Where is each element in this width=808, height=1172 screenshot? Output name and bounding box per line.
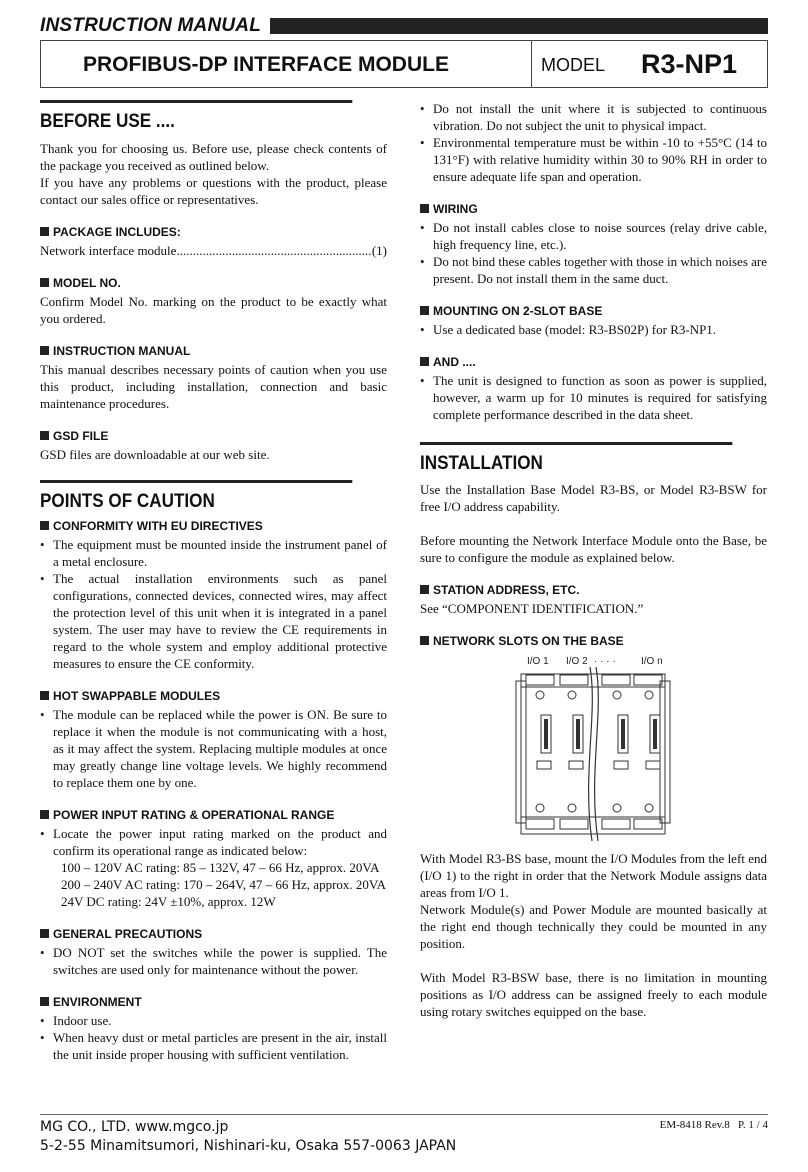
model-no-heading: MODEL NO. xyxy=(40,275,387,291)
square-bullet-icon xyxy=(420,585,429,594)
eu-bullet-2: • The actual installation environments such as panel configurations, connected devices, connected wires, may affect the protection level of this unit when it is integrated in a panel system. The user may have to review the CE requirements in regard to the whole system and employ additional protective measures to ensure the CE conformity. xyxy=(40,570,387,672)
diagram-label-ion: I/O n xyxy=(641,656,663,667)
intro-paragraph-2: If you have any problems or questions with the product, please contact our sales office or representatives. xyxy=(40,175,387,207)
square-bullet-icon xyxy=(40,346,49,355)
square-bullet-icon xyxy=(40,810,49,819)
square-bullet-icon xyxy=(40,929,49,938)
square-bullet-icon xyxy=(40,997,49,1006)
before-use-heading: BEFORE USE .... xyxy=(40,100,352,134)
square-bullet-icon xyxy=(420,204,429,213)
package-item-line xyxy=(40,242,387,259)
footer-rule xyxy=(40,1114,768,1115)
and-heading: AND .... xyxy=(420,354,767,370)
left-column xyxy=(40,100,387,1063)
square-bullet-icon xyxy=(40,278,49,287)
intro-paragraph-1: Thank you for choosing us. Before use, please check contents of the package you received as outlined below. xyxy=(40,141,387,173)
manual-label: INSTRUCTION MANUAL xyxy=(40,15,262,36)
base-diagram-svg xyxy=(420,653,767,848)
square-bullet-icon xyxy=(420,636,429,645)
footer-company-block xyxy=(40,1118,456,1156)
gsd-heading: GSD FILE xyxy=(40,428,387,444)
package-heading: PACKAGE INCLUDES: xyxy=(40,224,387,240)
diagram-label-io1: I/O 1 xyxy=(527,656,549,667)
instruction-manual-text: This manual describes necessary points of caution when you use this product, including installation, connection and basic maintenance procedures. xyxy=(40,362,387,411)
package-item: Network interface module xyxy=(40,243,177,258)
diagram-label-io2: I/O 2 xyxy=(566,656,588,667)
environment-bullet-3: • Do not install the unit where it is subjected to continuous vibration. Do not subject the unit to physical impact. xyxy=(420,100,767,134)
wiring-bullet-2: • Do not bind these cables together with those in which noises are present. Do not install them in the same duct. xyxy=(420,253,767,287)
model-label: MODEL xyxy=(541,55,606,75)
instruction-manual-heading: INSTRUCTION MANUAL xyxy=(40,343,387,359)
installation-heading: INSTALLATION xyxy=(420,442,732,476)
square-bullet-icon xyxy=(40,521,49,530)
diagram-label-dots: · · · · xyxy=(594,656,616,667)
environment-bullet-4: • Environmental temperature must be within -10 to +55°C (14 to 131°F) with relative humidity within 30 to 90% RH in order to ensure adequate life span and operation. xyxy=(420,134,767,185)
power-rating-3: 24V DC rating: 24V ±10%, approx. 12W xyxy=(61,894,276,909)
hot-swap-heading: HOT SWAPPABLE MODULES xyxy=(40,688,387,704)
dot-leader xyxy=(176,242,371,259)
mounting-heading: MOUNTING ON 2-SLOT BASE xyxy=(420,303,767,319)
hot-swap-bullet: • The module can be replaced while the power is ON. Be sure to replace it when the module is not communicating with a host, as it may affect the system. Replacing multiple modules at once may greatly change line voltage levels. We highly recommend to replace them one by one. xyxy=(40,706,387,791)
power-heading: POWER INPUT RATING & OPERATIONAL RANGE xyxy=(40,807,387,823)
square-bullet-icon xyxy=(420,357,429,366)
manual-banner xyxy=(40,15,768,37)
gsd-text: GSD files are downloadable at our web site. xyxy=(40,447,270,462)
document-title: PROFIBUS-DP INTERFACE MODULE xyxy=(83,53,449,76)
right-column xyxy=(420,100,767,1020)
mounting-bullet: • Use a dedicated base (model: R3-BS02P) for R3-NP1. xyxy=(420,321,767,338)
connector-pins xyxy=(544,719,657,749)
power-rating-1: 100 – 120V AC rating: 85 – 132V, 47 – 66 Hz, approx. 20VA xyxy=(61,860,380,875)
base-drawing xyxy=(516,667,670,841)
package-qty: (1) xyxy=(371,243,387,258)
caution-heading: POINTS OF CAUTION xyxy=(40,480,352,514)
installation-paragraph-3: With Model R3-BS base, mount the I/O Modules from the left end (I/O 1) to the right in order that the Network Module assigns data areas from I/O 1. xyxy=(420,851,767,900)
general-heading: GENERAL PRECAUTIONS xyxy=(40,926,387,942)
general-bullet: • DO NOT set the switches while the power is supplied. The switches are used only for maintenance without the power. xyxy=(40,944,387,978)
wiring-heading: WIRING xyxy=(420,201,767,217)
footer-docno: EM-8418 Rev.8 xyxy=(659,1119,730,1131)
eu-bullet-1: • The equipment must be mounted inside the instrument panel of a metal enclosure. xyxy=(40,536,387,570)
installation-paragraph-2: Before mounting the Network Interface Module onto the Base, be sure to configure the module as explained below. xyxy=(420,533,767,565)
footer-page: P. 1 / 4 xyxy=(738,1119,768,1131)
installation-paragraph-1: Use the Installation Base Model R3-BS, or Model R3-BSW for free I/O address capability. xyxy=(420,482,767,514)
installation-paragraph-5: With Model R3-BSW base, there is no limitation in mounting positions as I/O address can be assigned freely to each module using rotary switches equipped on the base. xyxy=(420,970,767,1019)
slots-heading: NETWORK SLOTS ON THE BASE xyxy=(420,633,767,649)
power-bullet: • Locate the power input rating marked on the product and confirm its operational range as indicated below: xyxy=(40,825,387,859)
environment-bullet-2: • When heavy dust or metal particles are present in the air, install the unit inside proper housing with sufficient ventilation. xyxy=(40,1029,387,1063)
power-rating-2: 200 – 240V AC rating: 170 – 264V, 47 – 66 Hz, approx. 20VA xyxy=(61,877,386,892)
square-bullet-icon xyxy=(40,691,49,700)
wiring-bullet-1: • Do not install cables close to noise sources (relay drive cable, high frequency line, etc.). xyxy=(420,219,767,253)
title-divider xyxy=(531,41,532,87)
eu-heading: CONFORMITY WITH EU DIRECTIVES xyxy=(40,518,387,534)
square-bullet-icon xyxy=(40,227,49,236)
banner-bar xyxy=(270,18,768,34)
installation-paragraph-4: Network Module(s) and Power Module are mounted basically at the right end though technically they could be mounted in any position. xyxy=(420,902,767,951)
station-heading: STATION ADDRESS, ETC. xyxy=(420,582,767,598)
square-bullet-icon xyxy=(420,306,429,315)
and-bullet: • The unit is designed to function as soon as power is supplied, however, a warm up for 10 minutes is required for satisfying complete performance described in the data sheet. xyxy=(420,372,767,423)
footer-company: MG CO., LTD. www.mgco.jp xyxy=(40,1119,229,1135)
model-number: R3-NP1 xyxy=(641,49,738,79)
base-diagram xyxy=(420,653,767,848)
environment-bullet-1: • Indoor use. xyxy=(40,1012,387,1029)
environment-heading: ENVIRONMENT xyxy=(40,994,387,1010)
footer-address: 5-2-55 Minamitsumori, Nishinari-ku, Osaka 557-0063 JAPAN xyxy=(40,1138,457,1154)
square-bullet-icon xyxy=(40,431,49,440)
footer-doc-info xyxy=(660,1118,768,1132)
title-box xyxy=(40,40,768,88)
station-text: See “COMPONENT IDENTIFICATION.” xyxy=(420,601,644,616)
model-no-text: Confirm Model No. marking on the product to be exactly what you ordered. xyxy=(40,294,387,326)
